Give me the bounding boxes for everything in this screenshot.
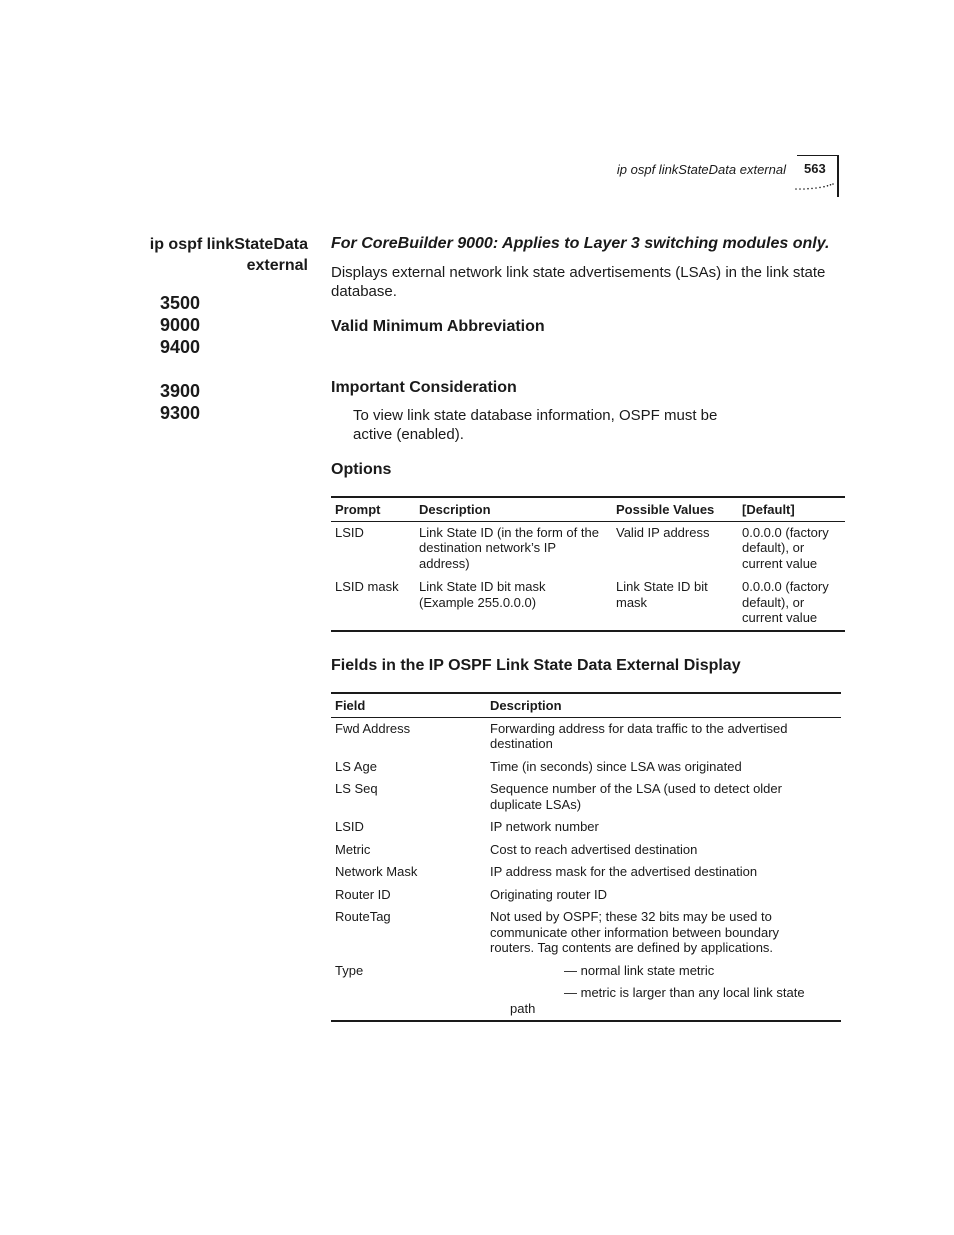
table-row — [331, 778, 841, 816]
table-row — [331, 960, 841, 983]
cell-line: 0.0.0.0 (factory — [742, 524, 829, 540]
page-number-frame-side — [837, 155, 839, 197]
cell-line: destination network’s IP — [419, 540, 557, 555]
platform-9300: 9300 — [160, 403, 201, 423]
valid-abbreviation-heading: Valid Minimum Abbreviation — [331, 318, 545, 335]
option-default — [738, 521, 845, 576]
cell-line: Originating router ID — [490, 886, 608, 902]
field-name: Fwd Address — [335, 720, 411, 736]
column-header-description: Description — [419, 502, 491, 517]
field-description — [486, 861, 841, 884]
command-name — [110, 234, 308, 276]
options-table — [331, 496, 845, 632]
column-header-prompt: Prompt — [335, 502, 381, 517]
field-name — [331, 982, 486, 1021]
cell-line: current value — [742, 610, 818, 625]
option-prompt: LSID mask — [335, 579, 399, 594]
field-description — [486, 906, 841, 960]
important-line: To view link state database information, OSPF must be — [353, 407, 718, 424]
platform-9000: 9000 — [160, 315, 201, 335]
option-description — [415, 576, 612, 631]
cell-line: duplicate LSAs) — [490, 796, 582, 812]
important-line: active (enabled). — [353, 426, 464, 443]
cell-line: IP address mask for the advertised destination — [490, 864, 758, 879]
description-line: Displays external network link state advertisements (LSAs) in the link state — [331, 264, 826, 281]
cell-line: Forwarding address for data traffic to the advertised — [490, 720, 788, 736]
cell-line: routers. Tag contents are defined by applications. — [490, 940, 774, 955]
important-consideration-heading: Important Consideration — [331, 379, 517, 396]
field-description — [486, 756, 841, 779]
cell-line: — metric is larger than any local link state — [564, 985, 805, 1000]
option-values — [612, 521, 738, 576]
cell-line: current value — [742, 555, 818, 571]
column-header-possible-values: Possible Values — [616, 502, 715, 517]
table-row — [331, 906, 841, 960]
table-row — [331, 982, 841, 1021]
table-row — [331, 576, 845, 631]
cell-line: Time (in seconds) since LSA was originated — [490, 758, 742, 774]
page-number: 563 — [804, 161, 826, 176]
cell-line: — normal link state metric — [564, 962, 715, 978]
cell-line: address) — [419, 555, 470, 571]
cell-line: 0.0.0.0 (factory — [742, 579, 829, 594]
table-row — [331, 839, 841, 862]
column-header-default: [Default] — [742, 502, 795, 517]
cell-line: Not used by OSPF; these 32 bits may be used to — [490, 909, 772, 924]
field-description — [486, 778, 841, 816]
table-row — [331, 521, 845, 576]
cell-line: Cost to reach advertised destination — [490, 841, 698, 857]
option-prompt: LSID — [335, 524, 364, 540]
field-name: Type — [335, 962, 364, 978]
fields-table — [331, 692, 841, 1022]
field-description — [486, 717, 841, 756]
option-values — [612, 576, 738, 631]
platform-3900: 3900 — [160, 381, 201, 401]
command-name-line1: ip ospf linkStateData — [149, 236, 308, 253]
cell-line: Link State ID (in the form of the — [419, 524, 599, 540]
field-name: Network Mask — [335, 864, 418, 879]
platform-3500: 3500 — [160, 293, 201, 313]
decorative-dots-icon — [795, 183, 835, 191]
cell-line: IP network number — [490, 819, 599, 834]
table-row — [331, 756, 841, 779]
field-name: Metric — [335, 841, 371, 857]
applies-note: For CoreBuilder 9000: Applies to Layer 3 switching modules only. — [331, 235, 830, 252]
fields-heading: Fields in the IP OSPF Link State Data External Display — [331, 657, 741, 674]
cell-line: communicate other information between boundary — [490, 924, 780, 940]
field-name: RouteTag — [335, 909, 391, 924]
options-heading: Options — [331, 461, 392, 478]
table-row — [331, 717, 841, 756]
command-name-line2: external — [246, 257, 308, 274]
description-line: database. — [331, 283, 397, 300]
platform-spacer — [160, 358, 200, 380]
cell-line: (Example 255.0.0.0) — [419, 594, 537, 610]
column-header-field: Field — [335, 698, 366, 713]
field-description — [486, 816, 841, 839]
cell-line: destination — [490, 736, 553, 751]
cell-line: default), or — [742, 540, 805, 555]
cell-line: Link State ID bit mask — [419, 579, 546, 594]
command-description — [331, 263, 846, 301]
field-description — [486, 960, 841, 983]
running-header-title: ip ospf linkStateData external — [616, 162, 786, 177]
table-row — [331, 884, 841, 907]
field-name: LS Age — [335, 758, 377, 774]
table-header-row — [331, 693, 841, 717]
important-consideration-text — [353, 406, 773, 444]
cell-line: default), or — [742, 594, 805, 610]
field-name: Router ID — [335, 886, 391, 902]
option-default — [738, 576, 845, 631]
cell-line: mask — [616, 594, 648, 610]
cell-line: Sequence number of the LSA (used to detect older — [490, 781, 782, 796]
field-description — [486, 982, 841, 1021]
cell-line: path — [510, 1000, 536, 1016]
table-header-row — [331, 497, 845, 521]
platform-list — [160, 292, 200, 424]
field-description — [486, 839, 841, 862]
cell-line: Valid IP address — [616, 524, 710, 540]
column-header-description: Description — [490, 698, 562, 713]
platform-9400: 9400 — [160, 337, 201, 357]
cell-line: Link State ID bit — [616, 579, 708, 594]
table-row — [331, 816, 841, 839]
field-name: LSID — [335, 819, 364, 834]
table-row — [331, 861, 841, 884]
field-description — [486, 884, 841, 907]
option-description — [415, 521, 612, 576]
field-name: LS Seq — [335, 781, 378, 796]
page-number-frame-top — [797, 155, 838, 156]
